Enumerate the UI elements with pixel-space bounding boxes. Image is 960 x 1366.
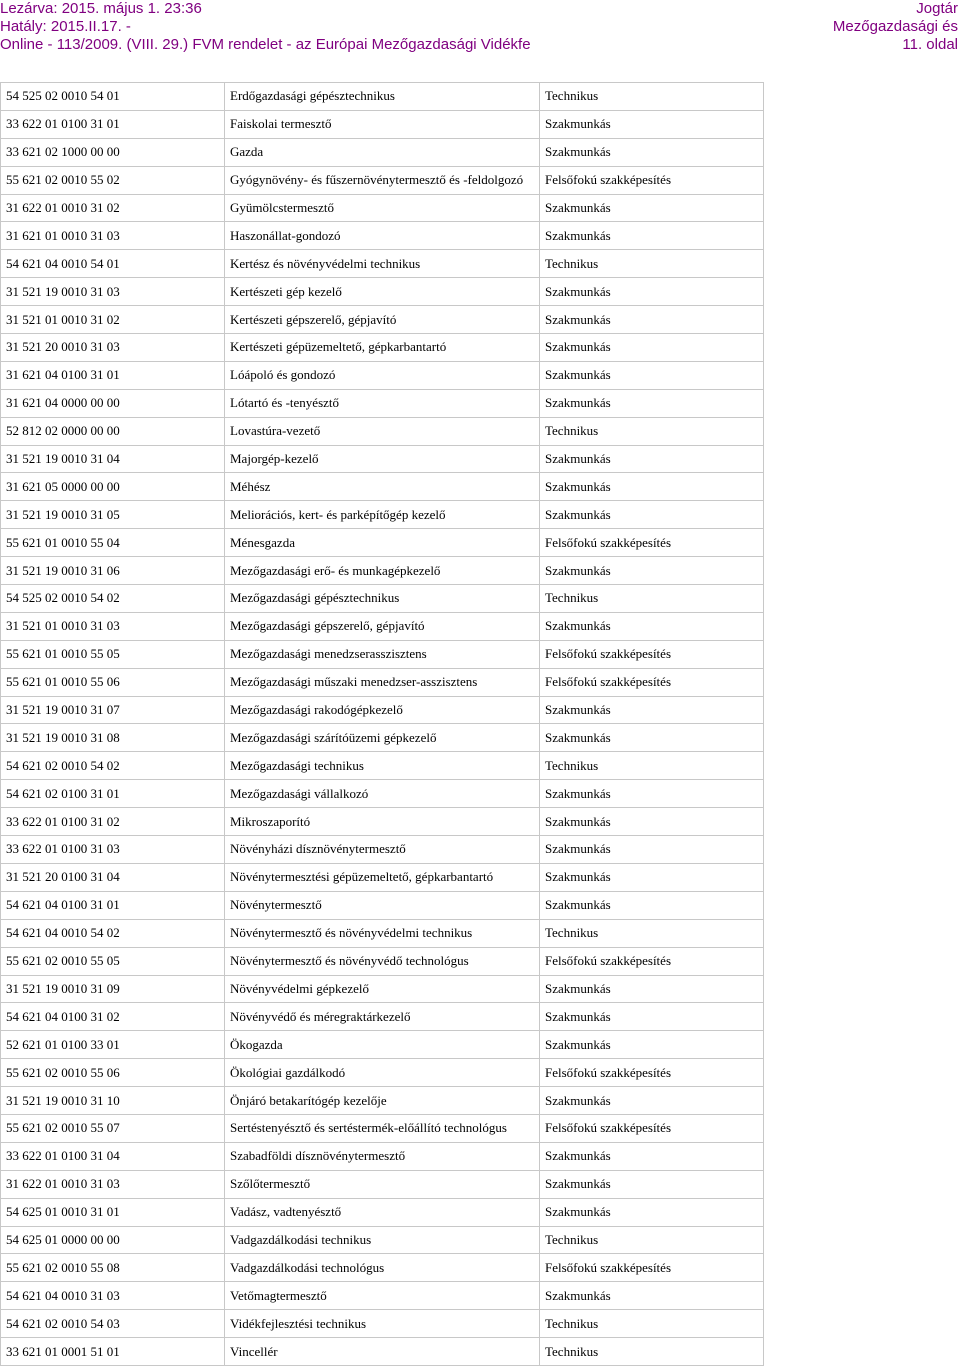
table-row — [1, 1114, 764, 1142]
qualification-name: Meliorációs, kert- és parképítőgép kezelő — [225, 501, 540, 529]
table-row — [1, 445, 764, 473]
qualification-name: Mezőgazdasági erő- és munkagépkezelő — [225, 557, 540, 585]
qualification-code: 33 622 01 0100 31 01 — [1, 110, 225, 138]
table-row — [1, 1282, 764, 1310]
qualification-code: 54 621 04 0100 31 02 — [1, 1003, 225, 1031]
qualification-code: 54 525 02 0010 54 01 — [1, 83, 225, 111]
qualification-level: Szakmunkás — [540, 808, 764, 836]
effective-date: Hatály: 2015.II.17. - — [0, 18, 131, 35]
qualification-name: Önjáró betakarítógép kezelője — [225, 1087, 540, 1115]
qualification-code: 31 521 19 0010 31 09 — [1, 975, 225, 1003]
page-number: 11. oldal — [902, 36, 958, 53]
qualification-code: 31 521 19 0010 31 05 — [1, 501, 225, 529]
qualification-code: 52 812 02 0000 00 00 — [1, 417, 225, 445]
table-row — [1, 501, 764, 529]
table-row — [1, 696, 764, 724]
qualification-code: 33 622 01 0100 31 04 — [1, 1142, 225, 1170]
qualification-code: 52 621 01 0100 33 01 — [1, 1031, 225, 1059]
qualification-level: Szakmunkás — [540, 222, 764, 250]
qualification-code: 31 521 19 0010 31 03 — [1, 278, 225, 306]
qualification-code: 55 621 02 0010 55 08 — [1, 1254, 225, 1282]
qualification-name: Vidékfejlesztési technikus — [225, 1310, 540, 1338]
qualification-level: Felsőfokú szakképesítés — [540, 1254, 764, 1282]
qualification-level: Szakmunkás — [540, 612, 764, 640]
qualification-code: 31 521 19 0010 31 06 — [1, 557, 225, 585]
table-row — [1, 947, 764, 975]
qualification-name: Növénytermesztő — [225, 891, 540, 919]
table-row — [1, 334, 764, 362]
table-row — [1, 1087, 764, 1115]
table-row — [1, 166, 764, 194]
qualification-code: 55 621 02 0010 55 02 — [1, 166, 225, 194]
table-row — [1, 1059, 764, 1087]
qualification-name: Mezőgazdasági gépszerelő, gépjavító — [225, 612, 540, 640]
qualification-level: Szakmunkás — [540, 1142, 764, 1170]
qualification-name: Kertészeti gépszerelő, gépjavító — [225, 306, 540, 334]
qualification-code: 55 621 02 0010 55 05 — [1, 947, 225, 975]
qualification-code: 31 622 01 0010 31 02 — [1, 194, 225, 222]
table-row — [1, 222, 764, 250]
qualification-code: 54 621 04 0010 54 01 — [1, 250, 225, 278]
qualification-name: Vadász, vadtenyésztő — [225, 1198, 540, 1226]
table-row — [1, 1198, 764, 1226]
qualification-level: Felsőfokú szakképesítés — [540, 1114, 764, 1142]
qualification-code: 31 521 01 0010 31 03 — [1, 612, 225, 640]
qualification-name: Mezőgazdasági műszaki menedzser-asszisztens — [225, 668, 540, 696]
qualification-level: Szakmunkás — [540, 361, 764, 389]
table-row — [1, 612, 764, 640]
table-row — [1, 250, 764, 278]
qualification-name: Sertéstenyésztő és sertéstermék-előállító technológus — [225, 1114, 540, 1142]
qualification-code: 33 622 01 0100 31 03 — [1, 836, 225, 864]
table-row — [1, 361, 764, 389]
table-row — [1, 585, 764, 613]
qualification-name: Vadgazdálkodási technológus — [225, 1254, 540, 1282]
table-row — [1, 417, 764, 445]
table-row — [1, 752, 764, 780]
table-row — [1, 724, 764, 752]
qualification-level: Technikus — [540, 1310, 764, 1338]
qualification-level: Felsőfokú szakképesítés — [540, 166, 764, 194]
qualification-name: Növényvédő és méregraktárkezelő — [225, 1003, 540, 1031]
qualification-level: Felsőfokú szakképesítés — [540, 947, 764, 975]
qualifications-table-body — [1, 83, 764, 1366]
qualification-level: Szakmunkás — [540, 138, 764, 166]
qualification-name: Növénytermesztő és növényvédő technológus — [225, 947, 540, 975]
table-row — [1, 1142, 764, 1170]
qualification-name: Mezőgazdasági rakodógépkezelő — [225, 696, 540, 724]
table-row — [1, 389, 764, 417]
qualification-level: Szakmunkás — [540, 724, 764, 752]
qualification-name: Mezőgazdasági vállalkozó — [225, 780, 540, 808]
qualification-level: Szakmunkás — [540, 1282, 764, 1310]
qualification-name: Lóápoló és gondozó — [225, 361, 540, 389]
qualification-code: 31 521 19 0010 31 07 — [1, 696, 225, 724]
qualification-level: Technikus — [540, 919, 764, 947]
qualification-code: 31 621 01 0010 31 03 — [1, 222, 225, 250]
qualification-code: 54 621 04 0010 31 03 — [1, 1282, 225, 1310]
qualification-code: 31 521 19 0010 31 10 — [1, 1087, 225, 1115]
table-row — [1, 473, 764, 501]
table-row — [1, 891, 764, 919]
qualification-code: 55 621 02 0010 55 06 — [1, 1059, 225, 1087]
qualification-code: 54 621 04 0100 31 01 — [1, 891, 225, 919]
qualification-level: Felsőfokú szakképesítés — [540, 1059, 764, 1087]
qualification-level: Szakmunkás — [540, 501, 764, 529]
qualification-level: Szakmunkás — [540, 473, 764, 501]
table-row — [1, 1226, 764, 1254]
qualification-code: 55 621 01 0010 55 04 — [1, 529, 225, 557]
qualification-code: 31 621 04 0000 00 00 — [1, 389, 225, 417]
qualification-name: Majorgép-kezelő — [225, 445, 540, 473]
source-name: Jogtár — [916, 0, 958, 17]
qualification-name: Ménesgazda — [225, 529, 540, 557]
header-right — [833, 0, 958, 54]
qualification-code: 31 622 01 0010 31 03 — [1, 1170, 225, 1198]
qualification-name: Mezőgazdasági szárítóüzemi gépkezelő — [225, 724, 540, 752]
qualification-code: 54 621 04 0010 54 02 — [1, 919, 225, 947]
qualification-code: 33 621 02 1000 00 00 — [1, 138, 225, 166]
table-row — [1, 1310, 764, 1338]
qualification-name: Gazda — [225, 138, 540, 166]
table-row — [1, 138, 764, 166]
table-row — [1, 975, 764, 1003]
qualification-code: 33 622 01 0100 31 02 — [1, 808, 225, 836]
qualification-code: 31 521 01 0010 31 02 — [1, 306, 225, 334]
qualification-code: 55 621 02 0010 55 07 — [1, 1114, 225, 1142]
table-row — [1, 808, 764, 836]
table-row — [1, 1338, 764, 1366]
qualification-name: Vincellér — [225, 1338, 540, 1366]
table-row — [1, 1170, 764, 1198]
qualification-name: Mezőgazdasági technikus — [225, 752, 540, 780]
qualification-name: Vetőmagtermesztő — [225, 1282, 540, 1310]
qualification-name: Haszonállat-gondozó — [225, 222, 540, 250]
qualification-level: Szakmunkás — [540, 445, 764, 473]
qualification-level: Szakmunkás — [540, 1198, 764, 1226]
qualification-code: 31 521 20 0100 31 04 — [1, 863, 225, 891]
qualification-name: Erdőgazdasági gépésztechnikus — [225, 83, 540, 111]
qualification-code: 54 621 02 0010 54 03 — [1, 1310, 225, 1338]
document-reference: Online - 113/2009. (VIII. 29.) FVM rendelet - az Európai Mezőgazdasági Vidékfe — [0, 36, 531, 53]
qualification-name: Faiskolai termesztő — [225, 110, 540, 138]
qualification-name: Szabadföldi dísznövénytermesztő — [225, 1142, 540, 1170]
qualification-level: Technikus — [540, 1338, 764, 1366]
table-row — [1, 836, 764, 864]
qualification-name: Szőlőtermesztő — [225, 1170, 540, 1198]
qualification-level: Szakmunkás — [540, 1170, 764, 1198]
table-row — [1, 640, 764, 668]
qualification-level: Szakmunkás — [540, 278, 764, 306]
table-row — [1, 557, 764, 585]
qualification-code: 31 521 19 0010 31 04 — [1, 445, 225, 473]
table-row — [1, 110, 764, 138]
qualification-code: 31 521 20 0010 31 03 — [1, 334, 225, 362]
qualification-level: Felsőfokú szakképesítés — [540, 668, 764, 696]
qualification-code: 31 621 05 0000 00 00 — [1, 473, 225, 501]
qualification-level: Szakmunkás — [540, 975, 764, 1003]
qualification-name: Növényházi dísznövénytermesztő — [225, 836, 540, 864]
qualification-name: Kertészeti gép kezelő — [225, 278, 540, 306]
qualification-level: Felsőfokú szakképesítés — [540, 529, 764, 557]
table-row — [1, 1031, 764, 1059]
table-row — [1, 668, 764, 696]
qualification-name: Gyógynövény- és fűszernövénytermesztő és -feldolgozó — [225, 166, 540, 194]
qualification-code: 33 621 01 0001 51 01 — [1, 1338, 225, 1366]
qualification-level: Szakmunkás — [540, 1031, 764, 1059]
qualification-level: Technikus — [540, 83, 764, 111]
qualification-level: Technikus — [540, 417, 764, 445]
qualification-name: Mezőgazdasági menedzserasszisztens — [225, 640, 540, 668]
qualification-level: Szakmunkás — [540, 836, 764, 864]
qualification-level: Szakmunkás — [540, 1087, 764, 1115]
qualifications-table — [0, 82, 764, 1366]
header-left — [0, 0, 531, 54]
qualification-level: Szakmunkás — [540, 557, 764, 585]
table-row — [1, 863, 764, 891]
qualification-name: Mezőgazdasági gépésztechnikus — [225, 585, 540, 613]
qualification-code: 54 625 01 0000 00 00 — [1, 1226, 225, 1254]
qualification-name: Növénytermesztési gépüzemeltető, gépkarbantartó — [225, 863, 540, 891]
qualification-code: 54 525 02 0010 54 02 — [1, 585, 225, 613]
table-row — [1, 780, 764, 808]
qualification-level: Technikus — [540, 585, 764, 613]
qualification-code: 54 621 02 0100 31 01 — [1, 780, 225, 808]
qualification-level: Szakmunkás — [540, 306, 764, 334]
qualification-level: Szakmunkás — [540, 780, 764, 808]
qualification-level: Szakmunkás — [540, 389, 764, 417]
qualification-name: Vadgazdálkodási technikus — [225, 1226, 540, 1254]
qualification-name: Növénytermesztő és növényvédelmi technikus — [225, 919, 540, 947]
qualification-name: Mikroszaporító — [225, 808, 540, 836]
qualification-level: Szakmunkás — [540, 891, 764, 919]
qualification-name: Lótartó és -tenyésztő — [225, 389, 540, 417]
qualification-level: Szakmunkás — [540, 194, 764, 222]
qualification-name: Kertész és növényvédelmi technikus — [225, 250, 540, 278]
qualification-name: Lovastúra-vezető — [225, 417, 540, 445]
qualification-code: 31 521 19 0010 31 08 — [1, 724, 225, 752]
qualification-level: Szakmunkás — [540, 696, 764, 724]
table-row — [1, 1003, 764, 1031]
qualification-name: Kertészeti gépüzemeltető, gépkarbantartó — [225, 334, 540, 362]
qualification-level: Szakmunkás — [540, 1003, 764, 1031]
qualification-level: Technikus — [540, 752, 764, 780]
table-row — [1, 194, 764, 222]
document-header — [0, 0, 960, 56]
qualification-code: 55 621 01 0010 55 05 — [1, 640, 225, 668]
qualification-name: Ökogazda — [225, 1031, 540, 1059]
qualification-name: Méhész — [225, 473, 540, 501]
document-short-title: Mezőgazdasági és — [832, 18, 958, 35]
table-row — [1, 1254, 764, 1282]
qualification-name: Ökológiai gazdálkodó — [225, 1059, 540, 1087]
table-row — [1, 278, 764, 306]
qualification-name: Gyümölcstermesztő — [225, 194, 540, 222]
qualification-level: Felsőfokú szakképesítés — [540, 640, 764, 668]
qualification-code: 31 621 04 0100 31 01 — [1, 361, 225, 389]
table-row — [1, 529, 764, 557]
closing-date: Lezárva: 2015. május 1. 23:36 — [0, 0, 202, 17]
table-row — [1, 919, 764, 947]
qualification-code: 54 621 02 0010 54 02 — [1, 752, 225, 780]
qualification-level: Szakmunkás — [540, 334, 764, 362]
qualification-level: Szakmunkás — [540, 863, 764, 891]
qualification-code: 55 621 01 0010 55 06 — [1, 668, 225, 696]
table-row — [1, 83, 764, 111]
qualification-name: Növényvédelmi gépkezelő — [225, 975, 540, 1003]
table-row — [1, 306, 764, 334]
qualification-level: Szakmunkás — [540, 110, 764, 138]
qualification-level: Technikus — [540, 1226, 764, 1254]
qualification-code: 54 625 01 0010 31 01 — [1, 1198, 225, 1226]
qualification-level: Technikus — [540, 250, 764, 278]
